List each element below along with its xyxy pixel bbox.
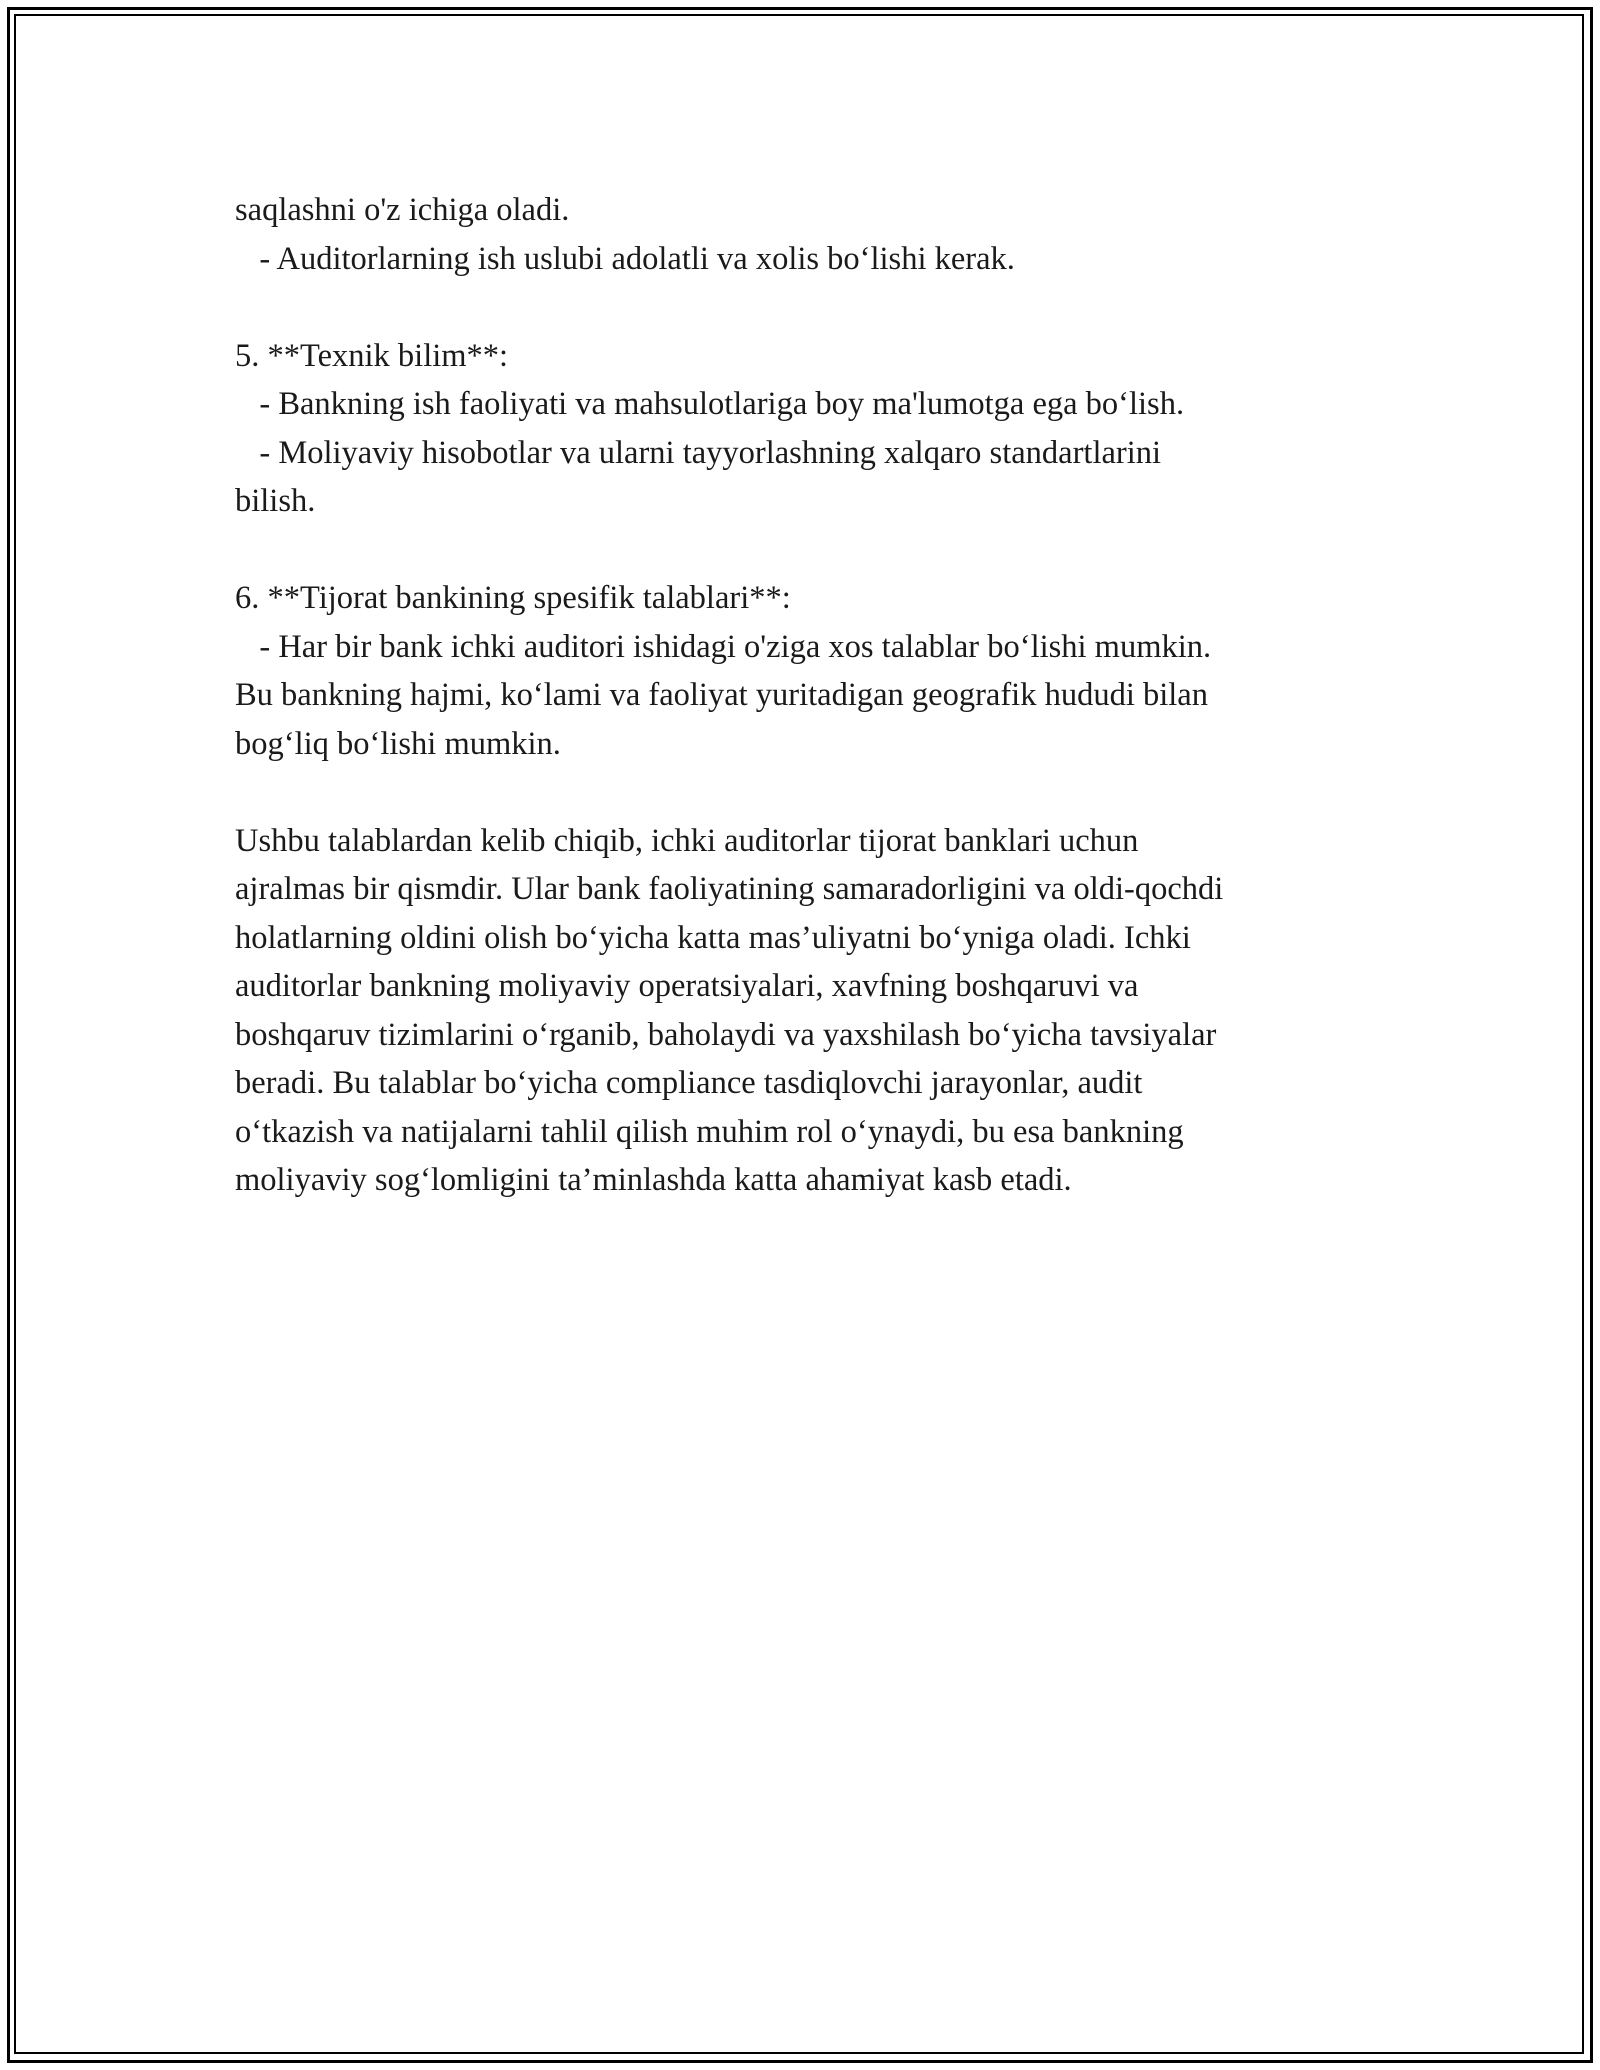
paragraph-line: holatlarning oldini olish bo‘yicha katta mas’uliyatni bo‘yniga oladi. Ichki xyxy=(235,919,1191,956)
list-item-text: - Bankning ish faoliyati va mahsulotlariga boy ma'lumotga ega bo‘lish. xyxy=(235,386,1185,422)
paragraph-gap xyxy=(235,768,1375,817)
paragraph-line: moliyaviy sog‘lomligini ta’minlashda katta ahamiyat kasb etadi. xyxy=(235,1162,1072,1198)
paragraph-line: auditorlar bankning moliyaviy operatsiyalari, xavfning boshqaruvi va xyxy=(235,968,1139,1004)
paragraph-line: boshqaruv tizimlarini o‘rganib, baholaydi va yaxshilash bo‘yicha tavsiyalar xyxy=(235,1016,1217,1053)
list-item-text: - Moliyaviy hisobotlar va ularni tayyorlashning xalqaro standartlarini xyxy=(235,434,1162,471)
section-heading: 5. **Texnik bilim**: xyxy=(235,337,509,374)
section-heading: 6. **Tijorat bankining spesifik talablari**: xyxy=(235,580,791,616)
paragraph-line: o‘tkazish va natijalarni tahlil qilish muhim rol o‘ynaydi, bu esa bankning xyxy=(235,1113,1184,1150)
document-body xyxy=(235,186,1375,1205)
paragraph-line: ajralmas bir qismdir. Ular bank faoliyatining samaradorligini va oldi-qochdi xyxy=(235,871,1224,907)
list-item-text: - Auditorlarning ish uslubi adolatli va xolis bo‘lishi kerak. xyxy=(235,240,1015,277)
text-line: Bu bankning hajmi, ko‘lami va faoliyat yuritadigan geografik hududi bilan xyxy=(235,677,1208,713)
text-line: bog‘liq bo‘lishi mumkin. xyxy=(235,725,561,762)
paragraph-line: beradi. Bu talablar bo‘yicha compliance tasdiqlovchi jarayonlar, audit xyxy=(235,1065,1143,1101)
list-item-text: - Har bir bank ichki auditori ishidagi o'ziga xos talablar bo‘lishi mumkin. xyxy=(235,628,1212,665)
paragraph-gap xyxy=(235,526,1375,575)
paragraph-gap xyxy=(235,283,1375,332)
text-line: saqlashni o'z ichiga oladi. xyxy=(235,192,570,228)
text-line: bilish. xyxy=(235,483,316,519)
paragraph-line: Ushbu talablardan kelib chiqib, ichki auditorlar tijorat banklari uchun xyxy=(235,822,1139,859)
